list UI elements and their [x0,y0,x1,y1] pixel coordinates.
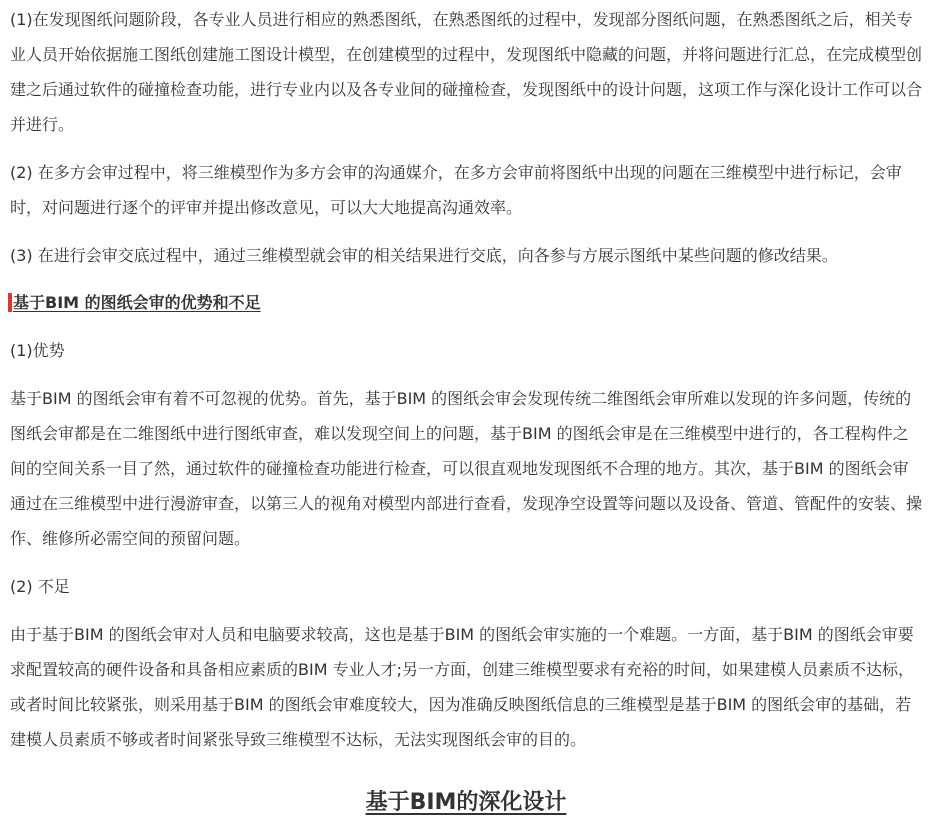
advantage-paragraph: 基于BIM 的图纸会审有着不可忽视的优势。首先，基于BIM 的图纸会审会发现传统二维图纸会审所难以发现的许多问题，传统的图纸会审都是在二维图纸中进行图纸审查，难以发现空间上的问题，基于BIM 的图纸会审是在三维模型中进行的，各工程构件之间的空间关系一目了然，通过软件的碰撞检查功能进行检查，可以很直观地发现图纸不合理的地方。其次，基于BIM 的图纸会审通过在三维模型中进行漫游审查，以第三人的视角对模型内部进行查看，发现净空设置等问题以及设备、管道、管配件的安装、操作、维修所必需空间的预留问题。 [10,389,923,548]
advantage-label: (1)优势 [10,341,65,360]
next-section-title-text: 基于BIM的深化设计 [365,790,567,815]
paragraph-review-briefing: (3) 在进行会审交底过程中，通过三维模型就会审的相关结果进行交底，向各参与方展示图纸中某些问题的修改结果。 [10,246,838,265]
disadvantage-label: (2) 不足 [10,577,70,596]
paragraph-drawing-issue-stage: (1)在发现图纸问题阶段，各专业人员进行相应的熟悉图纸，在熟悉图纸的过程中，发现部分图纸问题，在熟悉图纸之后，相关专业人员开始依据施工图纸创建施工图设计模型，在创建模型的过程中，发现图纸中隐藏的问题，并将问题进行汇总，在完成模型创建之后通过软件的碰撞检查功能，进行专业内以及各专业间的碰撞检查，发现图纸中的设计问题，这项工作与深化设计工作可以合并进行。 [10,10,923,134]
paragraph-multi-party-review: (2) 在多方会审过程中，将三维模型作为多方会审的沟通媒介，在多方会审前将图纸中出现的问题在三维模型中进行标记，会审时，对问题进行逐个的评审并提出修改意见，可以大大地提高沟通效率。 [10,163,902,217]
next-section-title [10,785,922,821]
section-heading-text: 基于BIM 的图纸会审的优势和不足 [13,293,261,312]
heading-accent-bar [8,293,12,312]
section-heading [10,285,922,320]
disadvantage-paragraph: 由于基于BIM 的图纸会审对人员和电脑要求较高，这也是基于BIM 的图纸会审实施的一个难题。一方面，基于BIM 的图纸会审要求配置较高的硬件设备和具备相应素质的BIM 专业人才;另一方面，创建三维模型要求有充裕的时间，如果建模人员素质不达标，或者时间比较紧张，则采用基于BIM 的图纸会审难度较大，因为准确反映图纸信息的三维模型是基于BIM 的图纸会审的基础，若建模人员素质不够或者时间紧张导致三维模型不达标，无法实现图纸会审的目的。 [10,625,914,749]
